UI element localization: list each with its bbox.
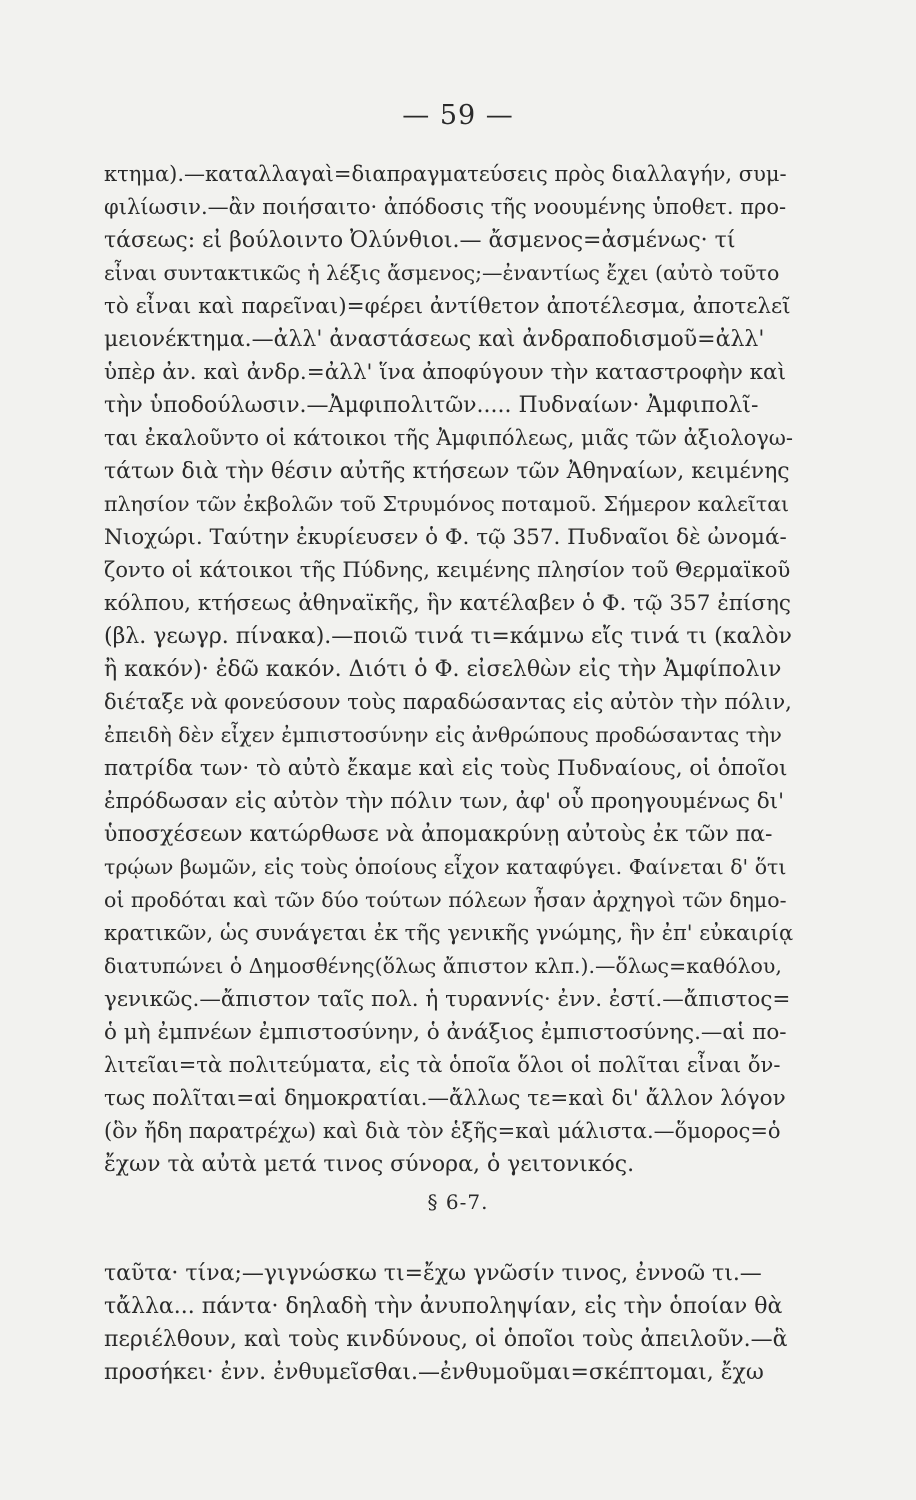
text-line: γενικῶς.—ἄπιστον ταῖς πολ. ἡ τυραννίς· ἐνν. ἐστί.—ἄπιστος=	[104, 987, 791, 1012]
text-line: ἢ κακόν)· ἐδῶ κακόν. Διότι ὁ Φ. εἰσελθὼν εἰς τὴν Ἀμφίπολιν	[104, 657, 782, 682]
text-line: κρατικῶν, ὡς συνάγεται ἐκ τῆς γενικῆς γνώμης, ἣν ἐπ' εὐκαιρίᾳ	[104, 921, 794, 945]
text-line: λιτεῖαι=τὰ πολιτεύματα, εἰς τὰ ὁποῖα ὅλοι οἱ πολῖται εἶναι ὄν-	[104, 1053, 781, 1077]
text-line: κτημα).—καταλλαγαὶ=διαπραγματεύσεις πρὸς διαλλαγήν, συμ-	[104, 162, 787, 186]
text-line: (ὃν ἤδη παρατρέχω) καὶ διὰ τὸν ἑξῆς=καὶ μάλιστα.—ὅμορος=ὁ	[104, 1119, 781, 1143]
text-line: τὴν ὑποδούλωσιν.—Ἀμφιπολιτῶν..... Πυδναίων· Ἀμφιπολῖ-	[104, 393, 759, 418]
text-line: ὑπὲρ ἀν. καὶ ἀνδρ.=ἀλλ' ἵνα ἀποφύγουν τὴν καταστροφὴν καὶ	[104, 360, 786, 385]
text-line: ὑποσχέσεων κατώρθωσε νὰ ἀπομακρύνῃ αὐτοὺς ἐκ τῶν πα-	[104, 822, 773, 847]
text-line: διατυπώνει ὁ Δημοσθένης(ὅλως ἄπιστον κλπ.).—ὅλως=καθόλου,	[104, 954, 782, 978]
text-line: ται ἐκαλοῦντο οἱ κάτοικοι τῆς Ἀμφιπόλεως, μιᾶς τῶν ἀξιολογω-	[104, 426, 794, 450]
text-line: προσήκει· ἐνν. ἐνθυμεῖσθαι.—ἐνθυμοῦμαι=σκέπτομαι, ἔχω	[104, 1360, 764, 1385]
text-line: ἐπειδὴ δὲν εἶχεν ἐμπιστοσύνην εἰς ἀνθρώπους προδώσαντας τὴν	[104, 723, 782, 747]
text-line: μειονέκτημα.—ἀλλ' ἀναστάσεως καὶ ἀνδραποδισμοῦ=ἀλλ'	[104, 327, 765, 352]
text-line: φιλίωσιν.—ἂν ποιήσαιτο· ἀπόδοσις τῆς νοουμένης ὑποθετ. προ-	[104, 195, 787, 219]
text-line: (βλ. γεωγρ. πίνακα).—ποιῶ τινά τι=κάμνω εἴς τινά τι (καλὸν	[104, 624, 792, 649]
commentary-text	[104, 158, 794, 1181]
text-line: κόλπου, κτήσεως ἀθηναϊκῆς, ἣν κατέλαβεν ὁ Φ. τῷ 357 ἐπίσης	[104, 591, 791, 616]
text-line: εἶναι συντακτικῶς ἡ λέξις ἄσμενος;—ἐναντίως ἔχει (αὐτὸ τοῦτο	[104, 261, 780, 285]
text-line: ἔχων τὰ αὐτὰ μετά τινος σύνορα, ὁ γειτονικός.	[104, 1152, 635, 1177]
text-line: ταῦτα· τίνα;—γιγνώσκω τι=ἔχω γνῶσίν τινος, ἐννοῶ τι.—	[104, 1261, 762, 1286]
text-line: τάσεως: εἰ βούλοιντο Ὀλύνθιοι.— ἄσμενος=ἀσμένως· τί	[104, 228, 736, 253]
text-line: Νιοχώρι. Ταύτην ἐκυρίευσεν ὁ Φ. τῷ 357. Πυδναῖοι δὲ ὠνομά-	[104, 525, 787, 550]
text-line: ἐπρόδωσαν εἰς αὐτὸν τὴν πόλιν των, ἀφ' οὗ προηγουμένως δι'	[104, 789, 784, 814]
text-line: πατρίδα των· τὸ αὐτὸ ἔκαμε καὶ εἰς τοὺς Πυδναίους, οἱ ὁποῖοι	[104, 756, 788, 781]
text-line: οἱ προδόται καὶ τῶν δύο τούτων πόλεων ἦσαν ἀρχηγοὶ τῶν δημο-	[104, 888, 787, 912]
text-line: πλησίον τῶν ἐκβολῶν τοῦ Στρυμόνος ποταμοῦ. Σήμερον καλεῖται	[104, 492, 790, 516]
text-line: τἄλλα... πάντα· δηλαδὴ τὴν ἀνυποληψίαν, εἰς τὴν ὁποίαν θὰ	[104, 1294, 783, 1319]
text-line: διέταξε νὰ φονεύσουν τοὺς παραδώσαντας εἰς αὐτὸν τὴν πόλιν,	[104, 690, 792, 714]
text-line: περιέλθουν, καὶ τοὺς κινδύνους, οἱ ὁποῖοι τοὺς ἀπειλοῦν.—ἃ	[104, 1327, 788, 1352]
text-line: ζοντο οἱ κάτοικοι τῆς Πύδνης, κειμένης πλησίον τοῦ Θερμαϊκοῦ	[104, 558, 791, 582]
text-line: τως πολῖται=αἱ δημοκρατίαι.—ἄλλως τε=καὶ δι' ἄλλον λόγον	[104, 1086, 786, 1111]
text-line: ὁ μὴ ἐμπνέων ἐμπιστοσύνην, ὁ ἀνάξιος ἐμπιστοσύνης.—αἱ πο-	[104, 1020, 787, 1045]
text-line: τάτων διὰ τὴν θέσιν αὐτῆς κτήσεων τῶν Ἀθηναίων, κειμένης	[104, 459, 790, 484]
commentary-text-continued	[104, 1257, 794, 1389]
section-heading: § 6-7.	[427, 1190, 489, 1214]
text-line: τρῴων βωμῶν, εἰς τοὺς ὁποίους εἶχον καταφύγει. Φαίνεται δ' ὅτι	[104, 855, 787, 879]
page-number: — 59 —	[402, 100, 514, 131]
text-line: τὸ εἶναι καὶ παρεῖναι)=φέρει ἀντίθετον ἀποτέλεσμα, ἀποτελεῖ	[104, 294, 791, 319]
